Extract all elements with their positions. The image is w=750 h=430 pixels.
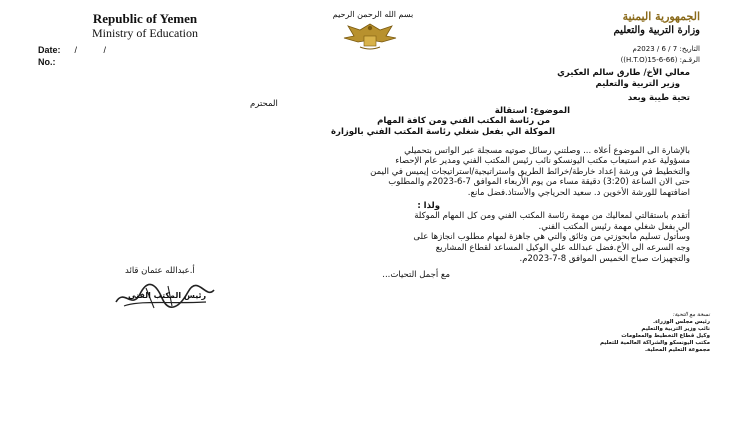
- signatory-name: أ.عبدالله عثمان قائد: [125, 266, 195, 276]
- country-name-en: Republic of Yemen: [92, 11, 198, 26]
- cc-item: مكتب اليونسكو والشراكة العالمية للتعليم: [599, 340, 710, 346]
- yemen-eagle-emblem-icon: [330, 20, 410, 52]
- paragraph-2: [90, 211, 690, 264]
- date-value: / /: [74, 45, 119, 55]
- paragraph-line: والتجهيزات صباح الخميس الموافق 8-7-2023م.: [519, 253, 690, 264]
- closing-remark: مع أجمل التحيات...: [382, 270, 450, 281]
- country-name-ar: الجمهورية اليمنية: [622, 10, 700, 23]
- ministry-name-en: Ministry of Education: [92, 26, 198, 40]
- therefore-heading: ولذا :: [417, 200, 440, 211]
- paragraph-line: الي بفعل شغلي مهمة رئيس المكتب الفني.: [538, 221, 690, 232]
- arabic-fields: [470, 44, 700, 66]
- letter-body: [90, 68, 690, 281]
- arabic-date: التاريخ: 7 / 6 / 2023م: [632, 45, 700, 53]
- paragraph-line: حتى الان الساعة (3:20) دقيقة مساء من يوم الأربعاء الموافق 7-6-2023م والمطلوب: [388, 177, 690, 188]
- greeting: تحية طيبة وبعد: [627, 93, 690, 104]
- number-label: No.:: [38, 57, 56, 67]
- subject-line-2: الموكلة الي بفعل شغلي رئاسة المكتب الفني بالوزارة: [331, 126, 555, 137]
- paragraph-line: مسؤولية عدم استيعاب مكتب اليونسكو نائب رئيس المكتب الفني ومدير عام الإحصاء: [395, 156, 690, 167]
- subject-line-1: من رئاسة المكتب الفني ومن كافة المهام: [377, 116, 550, 127]
- cc-item: نائب وزير التربية والتعليم: [641, 326, 710, 332]
- basmala: بسم الله الرحمن الرحيم: [332, 10, 414, 19]
- cc-heading: نسخة مع التحية:: [672, 312, 710, 318]
- cc-item: مجموعة التعليم المحلية.: [644, 347, 710, 353]
- copy-recipients: [490, 312, 710, 354]
- paragraph-line: والتخطيط في ورشة إعداد خارطة/خرائط الطريق واستراتيجية/استراتيجات إيميس في اليمن: [370, 166, 690, 177]
- addressee-name: معالي الأخ/ طارق سالم العكيري: [557, 68, 690, 78]
- cc-item: وكيل قطاع التخطيط والمعلومات: [621, 333, 710, 339]
- ministry-name-ar: وزارة التربية والتعليم: [613, 25, 700, 36]
- paragraph-line: اضافتهما للورشة الأخوين د. سعيد الحرياجي والأستاذ.فضل مانع.: [467, 187, 690, 198]
- paragraph-line: أتقدم باستقالتي لمعاليك من مهمة رئاسة المكتب الفني ومن كل المهام الموكلة: [414, 211, 690, 222]
- arabic-letterhead: [560, 10, 700, 38]
- respect-word: المحترم: [250, 99, 278, 109]
- english-letterhead: [70, 12, 220, 40]
- date-label: Date:: [38, 45, 61, 55]
- arabic-reference: الرقـم: (66-6-15(H.T.O)): [620, 56, 700, 64]
- paragraph-line: وسأتول تسليم مابحوزتي من وثائق والتي هي جاهزة لمهام مطلوب انجازها على: [413, 232, 690, 243]
- subject-heading: الموضوع: استقالة: [494, 105, 570, 116]
- number-row: [38, 56, 118, 68]
- date-row: [38, 44, 118, 56]
- cc-item: رئيس مجلس الوزراء.: [653, 319, 710, 325]
- english-fields: [38, 44, 118, 68]
- signatory-title: رئيس المكتب الفني: [128, 291, 207, 300]
- paragraph-line: وجه السرعه الى الأخ.فضل عبدالله علي الوكيل المساعد لقطاع المشاريع: [435, 242, 690, 253]
- paragraph-1: [90, 146, 690, 199]
- addressee-title: وزير التربية والتعليم: [595, 78, 680, 89]
- paragraph-line: بالإشارة الى الموضوع أعلاه ... وصلتني رسائل صوتيه مسجلة عبر الواتس بتحميلي: [404, 145, 690, 156]
